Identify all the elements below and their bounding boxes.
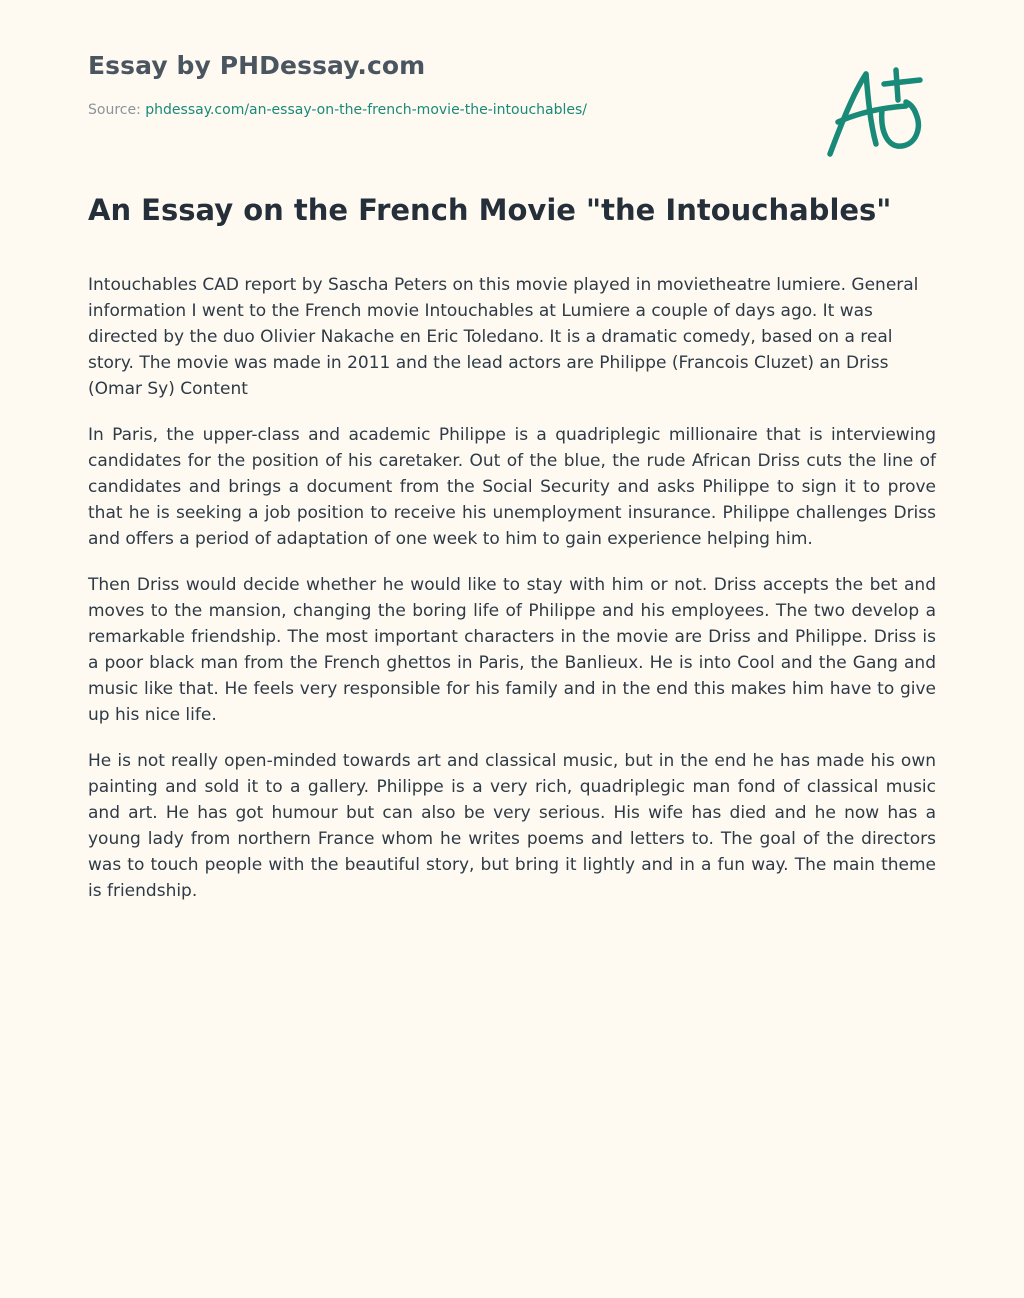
essay-paragraph: Then Driss would decide whether he would like to stay with him or not. Driss accepts the bet and moves to the mansion, changing the boring life of Philippe and his employees. The two develop a remarkable friendship. The most important characters in the movie are Driss and Philippe. Driss is a poor black man from the French ghettos in Paris, the Banlieux. He is into Cool and the Gang and music like that. He feels very responsible for his family and in the end this makes him have to give up his nice life. xyxy=(88,575,936,725)
essay-body xyxy=(88,272,936,924)
essay-paragraph: He is not really open-minded towards art and classical music, but in the end he has made his own painting and sold it to a gallery. Philippe is a very rich, quadriplegic man fond of classical music and art. He has got humour but can also be very serious. His wife has died and he now has a young lady from northern France whom he writes poems and letters to. The goal of the directors was to touch people with the beautiful story, but bring it lightly and in a fun way. The main theme is friendship. xyxy=(88,751,936,901)
source-line xyxy=(88,101,587,119)
a-plus-grade-icon xyxy=(822,62,930,162)
essay-paragraph: Intouchables CAD report by Sascha Peters on this movie played in movietheatre lumiere. General information I went to the French movie Intouchables at Lumiere a couple of days ago. It was directed by the duo Olivier Nakache en Eric Toledano. It is a dramatic comedy, based on a real story. The movie was made in 2011 and the lead actors are Philippe (Francois Cluzet) an Driss (Omar Sy) Content xyxy=(88,275,919,399)
essay-title: An Essay on the French Movie "the Intouchables" xyxy=(88,193,892,227)
source-link[interactable]: phdessay.com/an-essay-on-the-french-movie-the-intouchables/ xyxy=(145,102,587,118)
source-label: Source: xyxy=(88,102,146,118)
essay-paragraph: In Paris, the upper-class and academic Philippe is a quadriplegic millionaire that is interviewing candidates for the position of his caretaker. Out of the blue, the rude African Driss cuts the line of candidates and brings a document from the Social Security and asks Philippe to sign it to prove that he is seeking a job position to receive his unemployment insurance. Philippe challenges Driss and offers a period of adaptation of one week to him to gain experience helping him. xyxy=(88,425,936,549)
site-title: Essay by PHDessay.com xyxy=(88,51,426,80)
